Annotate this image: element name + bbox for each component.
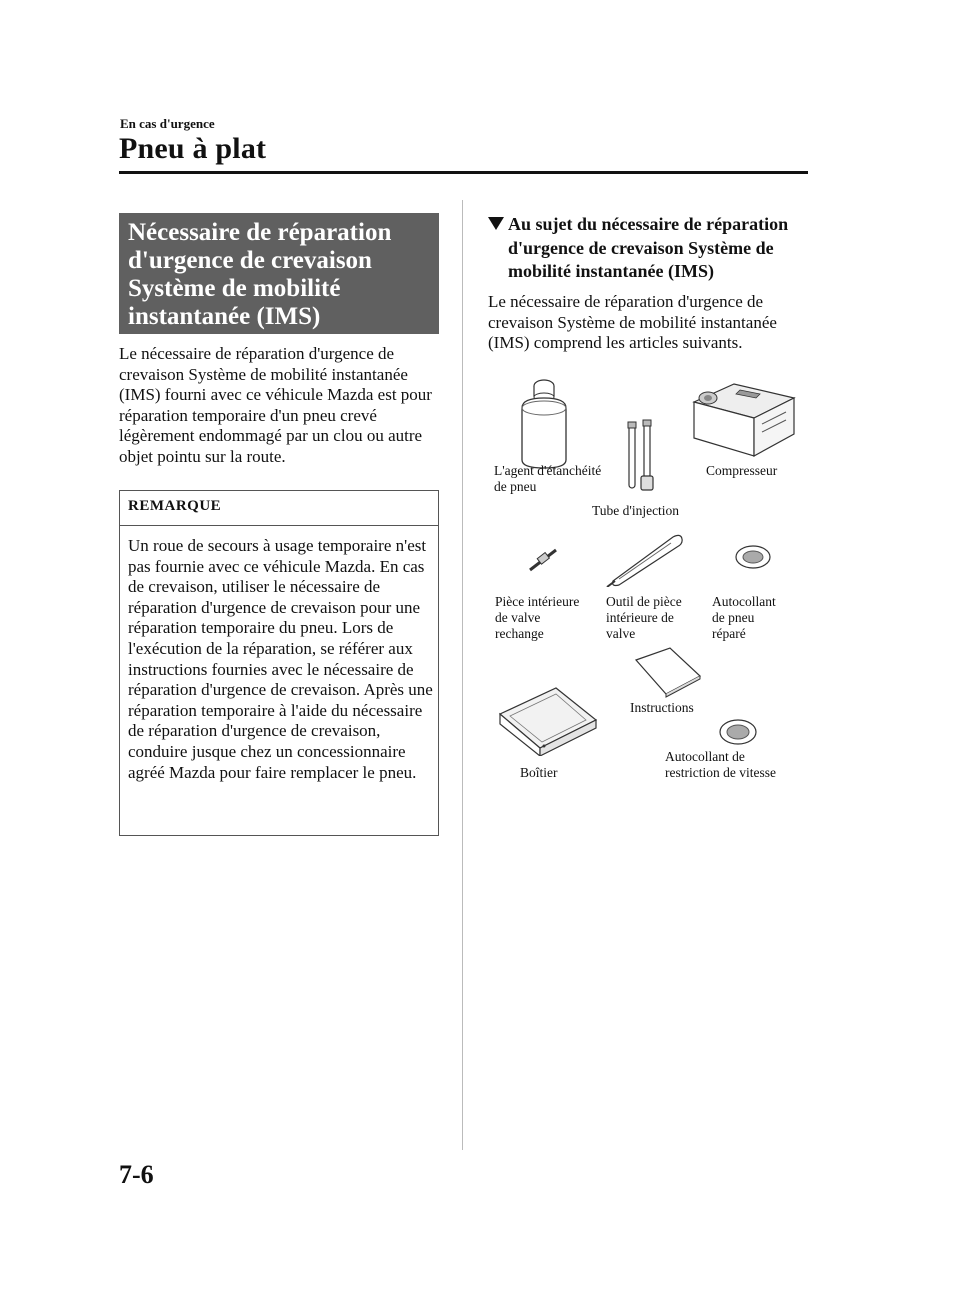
valve-core-label: Pièce intérieure de valve rechange — [495, 594, 580, 641]
triangle-bullet-icon — [488, 217, 504, 230]
subsection-heading: Au sujet du nécessaire de réparation d'urgence de crevaison Système de mobilité instantanée (IMS) — [488, 213, 808, 284]
page-title: Pneu à plat — [119, 132, 267, 165]
speed-restriction-sticker-icon — [718, 718, 758, 746]
repaired-tire-sticker-label: Autocollant de pneu réparé — [712, 594, 776, 641]
section-title: Nécessaire de réparation d'urgence de crevaison Système de mobilité instantanée (IMS) — [128, 219, 392, 330]
valve-core-icon — [526, 546, 562, 574]
note-box — [119, 490, 439, 836]
page-number: 7-6 — [119, 1160, 154, 1189]
valve-tool-icon — [605, 531, 685, 587]
note-title: REMARQUE — [128, 498, 222, 514]
kit-contents-paragraph: Le nécessaire de réparation d'urgence de crevaison Système de mobilité instantanée (IMS) comprend les articles suivants. — [488, 292, 777, 353]
compressor-label: Compresseur — [706, 463, 778, 478]
sealant-label: L'agent d'étanchéité de pneu — [494, 463, 602, 494]
case-label: Boîtier — [520, 765, 558, 780]
compressor-icon — [690, 380, 800, 458]
instructions-label: Instructions — [630, 700, 694, 715]
injection-tube-label: Tube d'injection — [592, 503, 680, 518]
speed-restriction-sticker-label: Autocollant de restriction de vitesse — [665, 749, 776, 780]
valve-tool-label: Outil de pièce intérieure de valve — [606, 594, 682, 641]
section-title-box — [119, 213, 439, 334]
injection-tube-icon — [622, 418, 662, 496]
case-icon — [496, 684, 600, 756]
intro-paragraph: Le nécessaire de réparation d'urgence de crevaison Système de mobilité instantanée (IMS) fourni avec ce véhicule Mazda est pour réparation temporaire d'un pneu crevé légèrement endommagé par un clou ou autre objet pointu sur la route. — [119, 344, 432, 466]
repaired-tire-sticker-icon — [734, 544, 772, 570]
note-body: Un roue de secours à usage temporaire n'est pas fournie avec ce véhicule Mazda. En cas de crevaison, utiliser le nécessaire de réparation d'urgence de crevaison pour une réparation temporaire du pneu. Lors de l'exécution de la réparation, se référer aux instructions fournies avec le nécessaire de réparation d'urgence de crevaison. Après une réparation temporaire à l'aide du nécessaire de réparation d'urgence de crevaison, conduire jusque chez un concessionnaire agréé Mazda pour faire remplacer le pneu. — [128, 536, 433, 782]
instructions-booklet-icon — [632, 646, 704, 698]
note-separator — [120, 525, 438, 526]
header-rule — [119, 171, 808, 174]
sealant-bottle-icon — [517, 376, 573, 470]
column-divider — [462, 200, 463, 1150]
section-label: En cas d'urgence — [120, 116, 215, 131]
